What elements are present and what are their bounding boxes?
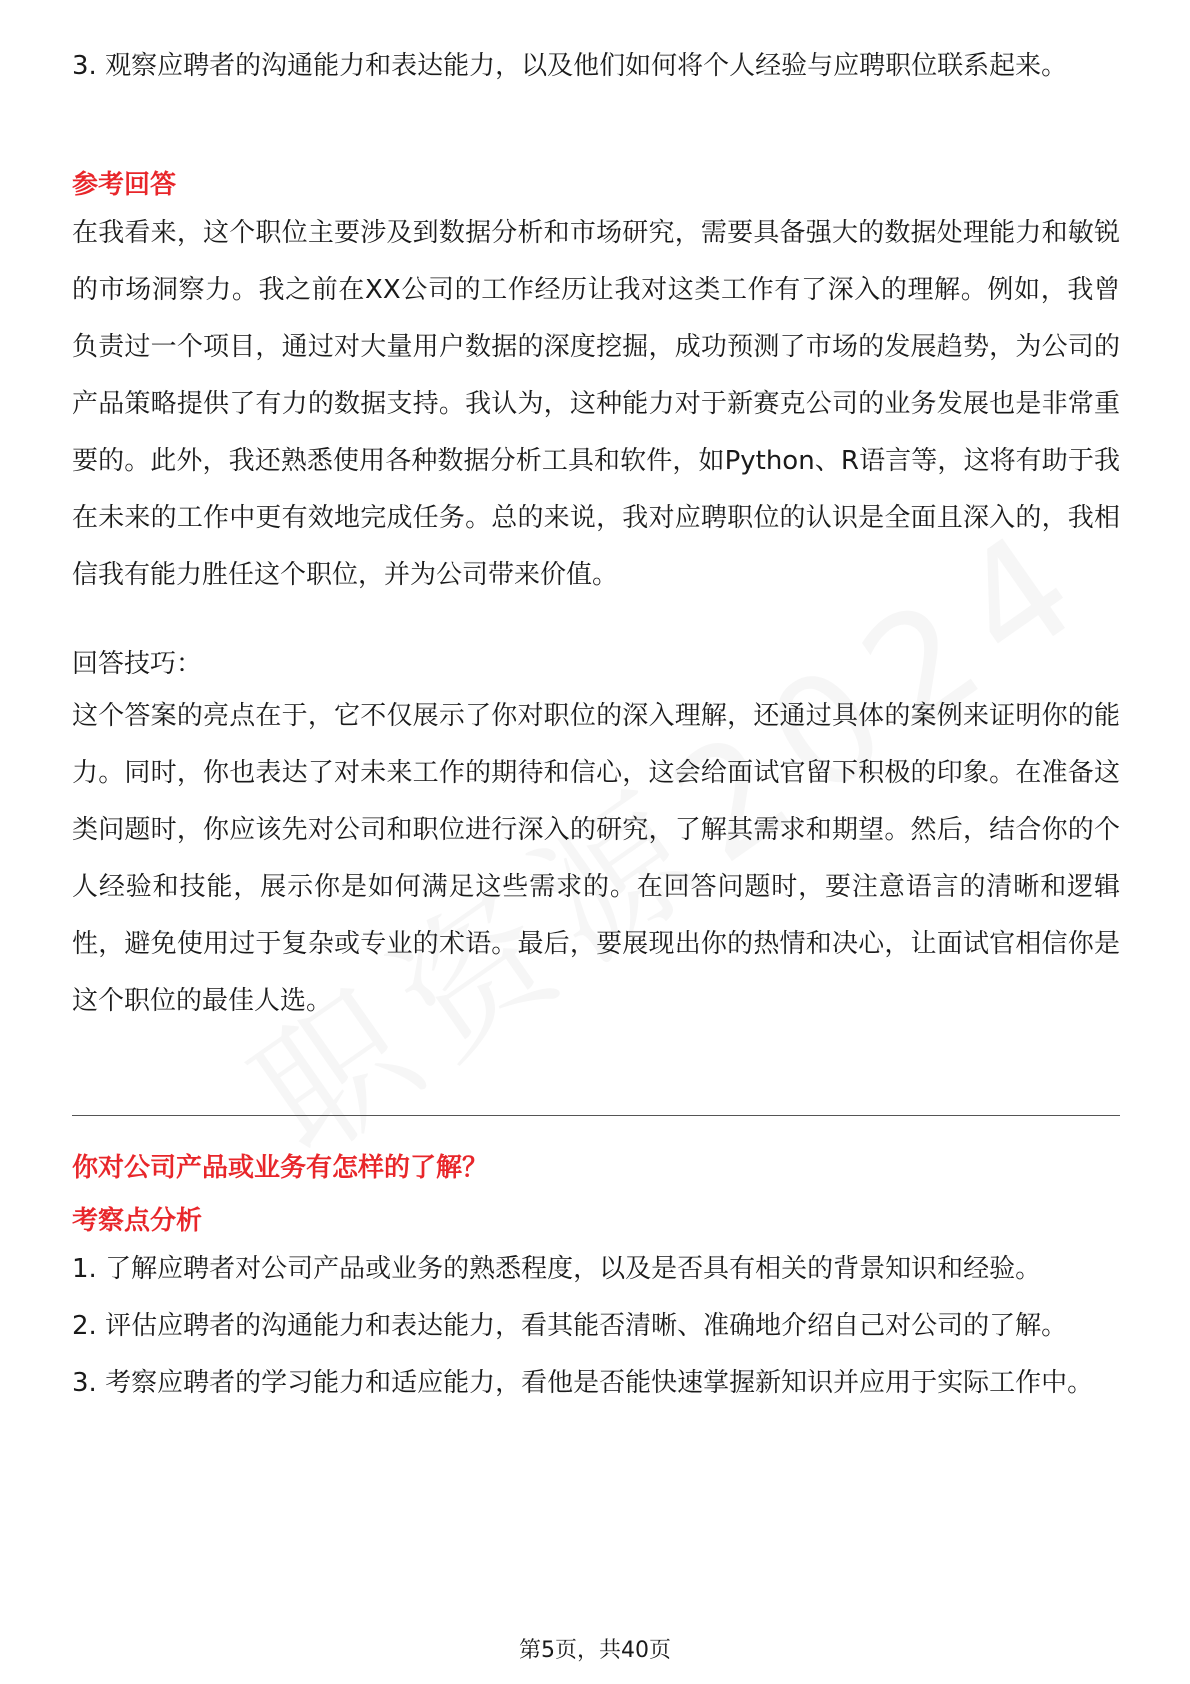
analysis-list — [72, 1241, 1120, 1412]
tips-text: 这个答案的亮点在于，它不仅展示了你对职位的深入理解，还通过具体的案例来证明你的能力。同时，你也表达了对未来工作的期待和信心，这会给面试官留下积极的印象。在准备这类问题时，你应该先对公司和职位进行深入的研究，了解其需求和期望。然后，结合你的个人经验和技能，展示你是如何满足这些需求的。在回答问题时，要注意语言的清晰和逻辑性，避免使用过于复杂或专业的术语。最后，要展现出你的热情和决心，让面试官相信你是这个职位的最佳人选。 — [72, 701, 1120, 1016]
answer-block — [72, 205, 1120, 604]
answer-heading-block — [72, 167, 1120, 203]
intro-item-3: 3. 观察应聘者的沟通能力和表达能力，以及他们如何将个人经验与应聘职位联系起来。 — [72, 51, 1068, 81]
question-title-block — [72, 1150, 1120, 1186]
tips-label: 回答技巧： — [72, 649, 203, 679]
answer-heading: 参考回答 — [72, 170, 177, 200]
question-title: 你对公司产品或业务有怎样的了解？ — [72, 1153, 489, 1183]
section-divider — [72, 1115, 1120, 1116]
analysis-heading: 考察点分析 — [72, 1206, 203, 1236]
answer-text: 在我看来，这个职位主要涉及到数据分析和市场研究，需要具备强大的数据处理能力和敏锐的市场洞察力。我之前在XX公司的工作经历让我对这类工作有了深入的理解。例如，我曾负责过一个项目，通过对大量用户数据的深度挖掘，成功预测了市场的发展趋势，为公司的产品策略提供了有力的数据支持。我认为，这种能力对于新赛克公司的业务发展也是非常重要的。此外，我还熟悉使用各种数据分析工具和软件，如Python、R语言等，这将有助于我在未来的工作中更有效地完成任务。总的来说，我对应聘职位的认识是全面且深入的，我相信我有能力胜任这个职位，并为公司带来价值。 — [72, 218, 1120, 590]
tips-block — [72, 688, 1120, 1030]
analysis-heading-block — [72, 1203, 1120, 1239]
intro-item-3-block — [72, 38, 1120, 95]
tips-label-block — [72, 636, 1120, 693]
analysis-item-3: 3. 考察应聘者的学习能力和适应能力，看他是否能快速掌握新知识并应用于实际工作中。 — [72, 1368, 1094, 1398]
analysis-item-2: 2. 评估应聘者的沟通能力和表达能力，看其能否清晰、准确地介绍自己对公司的了解。 — [72, 1311, 1068, 1341]
page-footer: 第5页，共40页 — [519, 1638, 671, 1663]
analysis-item-1: 1. 了解应聘者对公司产品或业务的熟悉程度，以及是否具有相关的背景知识和经验。 — [72, 1254, 1042, 1284]
